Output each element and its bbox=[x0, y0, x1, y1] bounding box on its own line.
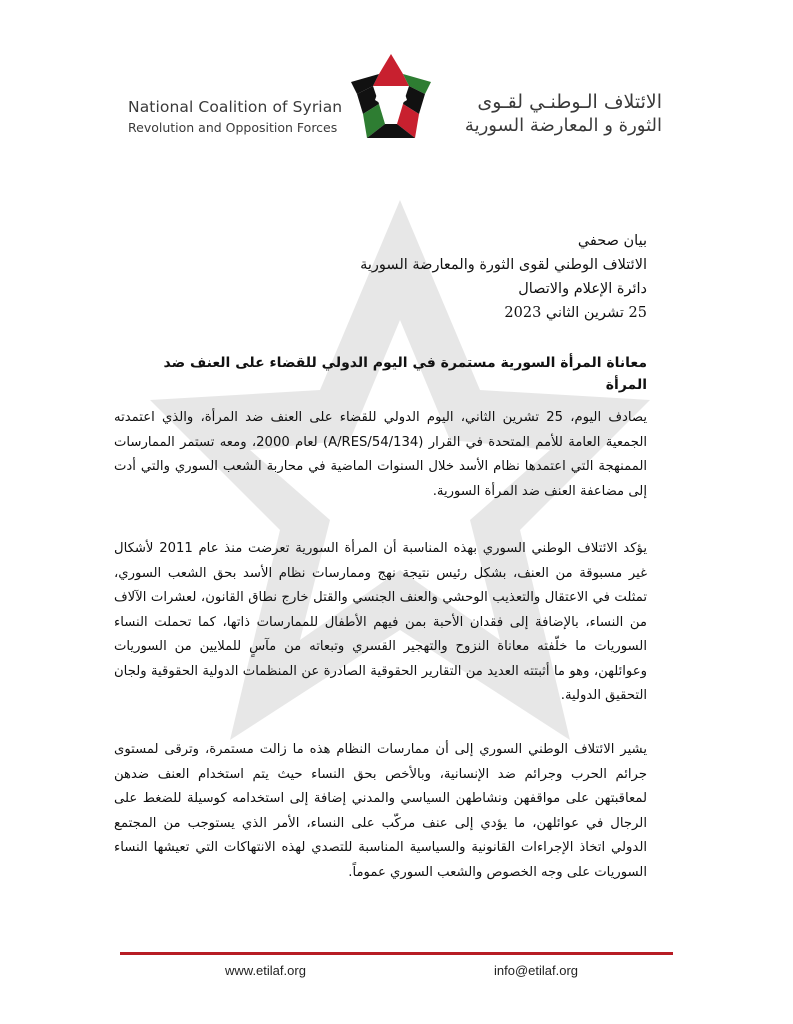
footer-website-link[interactable]: www.etilaf.org bbox=[225, 963, 306, 978]
arabic-name-line1: الائتلاف الـوطنـي لقـوى bbox=[477, 91, 662, 113]
document-type: بيان صحفي bbox=[577, 233, 647, 249]
arabic-organization-name bbox=[422, 90, 662, 138]
coalition-star-logo bbox=[349, 52, 433, 142]
paragraph-3: يشير الائتلاف الوطني السوري إلى أن ممارسات النظام هذه ما زالت مستمرة، وترقى لمستوى جرائم الحرب وجرائم ضد الإنسانية، وبالأخص بحق النساء حيث يتم استخدام العنف ضدهن لمعاقبتهن على مواقفهن ونشاطهن السياسي والمدني إضافة إلى استخدامه كوسيلة للضغط على الرجال في عوائلهن، ما يؤدي إلى عنف مركّب على النساء، الأمر الذي يستوجب من المجتمع الدولي اتخاذ الإجراءات القانونية والسياسية المناسبة للتصدي لهذه الانتهاكات التي تعيشها النساء السوريات على وجه الخصوص والشعب السوري عموماً. bbox=[114, 742, 647, 880]
footer-divider bbox=[120, 952, 673, 955]
english-name-line1: National Coalition of Syrian bbox=[128, 98, 343, 116]
letterhead bbox=[0, 0, 793, 170]
paragraph-2: يؤكد الائتلاف الوطني السوري بهذه المناسبة أن المرأة السورية تعرضت منذ عام 2011 لأشكال غير مسبوقة من العنف، بشكل رئيس نتيجة نهج وممارسات نظام الأسد بحق الشعب السوري، تمثلت في الاعتقال والتعذيب الوحشي والعنف الجنسي والقتل خارج نطاق القانون، لعشرات الآلاف من النساء، بالإضافة إلى فقدان الأحبة بمن فيهم الأطفال للممارسات ذاتها، كما تحملت النساء السوريات ما خلّفته معاناة النزوح والتهجير القسري وتبعاته من مآسٍ للملايين من السوريات وعوائلهن، وهو ما أثبتته العديد من التقارير الحقوقية الصادرة عن المنظمات الدولية الحقوقية ولجان التحقيق الدولية. bbox=[114, 541, 647, 703]
english-organization-name bbox=[128, 97, 348, 137]
arabic-name-line2: الثورة و المعارضة السورية bbox=[464, 115, 662, 136]
footer-email-link[interactable]: info@etilaf.org bbox=[494, 963, 579, 978]
document-title: معاناة المرأة السورية مستمرة في اليوم الدولي للقضاء على العنف ضد المرأة bbox=[163, 355, 647, 393]
issuing-department: دائرة الإعلام والاتصال bbox=[518, 281, 647, 297]
release-date: 25 تشرين الثاني 2023 bbox=[504, 305, 647, 321]
press-release-meta bbox=[287, 229, 647, 325]
english-name-line2: Revolution and Opposition Forces bbox=[128, 120, 338, 135]
paragraph-1: يصادف اليوم، 25 تشرين الثاني، اليوم الدولي للقضاء على العنف ضد المرأة، والذي اعتمدته الجمعية العامة للأمم المتحدة في القرار (A/RES/54/134) لعام 2000، ومعه تستمر الممارسات الممنهجة التي اعتمدها نظام الأسد خلال السنوات الماضية في محاربة الشعب السوري والتي أدت إلى مضاعفة العنف ضد المرأة السورية. bbox=[114, 410, 648, 499]
issuing-organization: الائتلاف الوطني لقوى الثورة والمعارضة السورية bbox=[360, 257, 647, 273]
